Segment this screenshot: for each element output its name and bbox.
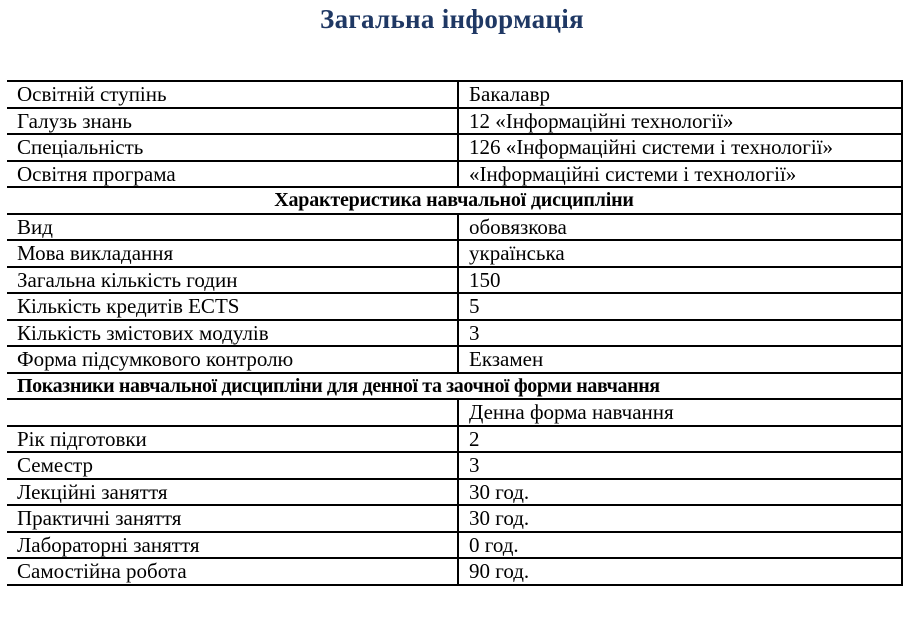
table-row xyxy=(7,479,902,506)
row-label: Освітній ступінь xyxy=(7,81,458,108)
row-label: Лекційні заняття xyxy=(7,479,458,506)
row-value: «Інформаційні системи і технології» xyxy=(458,161,902,188)
row-value: 2 xyxy=(458,426,902,453)
row-label: Спеціальність xyxy=(7,134,458,161)
row-label: Вид xyxy=(7,214,458,241)
row-value: 90 год. xyxy=(458,558,902,585)
row-label: Самостійна робота xyxy=(7,558,458,585)
row-value: 12 «Інформаційні технології» xyxy=(458,108,902,135)
row-label: Загальна кількість годин xyxy=(7,267,458,294)
row-label: Кількість кредитів ECTS xyxy=(7,293,458,320)
table-row xyxy=(7,346,902,373)
table-row xyxy=(7,558,902,585)
section-heading: Показники навчальної дисципліни для денної та заочної форми навчання xyxy=(7,373,902,400)
row-value: 3 xyxy=(458,320,902,347)
section-heading-characteristics xyxy=(7,187,902,214)
row-value: 0 год. xyxy=(458,532,902,559)
column-header-daytime: Денна форма навчання xyxy=(458,399,902,426)
row-value: 30 год. xyxy=(458,479,902,506)
table-row xyxy=(7,214,902,241)
row-value: Бакалавр xyxy=(458,81,902,108)
table-row-degree xyxy=(7,81,902,108)
row-value: українська xyxy=(458,240,902,267)
table-row xyxy=(7,267,902,294)
row-label: Форма підсумкового контролю xyxy=(7,346,458,373)
section-heading-indicators xyxy=(7,373,902,400)
row-value: 126 «Інформаційні системи і технології» xyxy=(458,134,902,161)
table-row-specialty xyxy=(7,134,902,161)
row-value: 30 год. xyxy=(458,505,902,532)
course-info-table xyxy=(7,80,903,586)
table-row xyxy=(7,240,902,267)
row-label: Семестр xyxy=(7,452,458,479)
row-value: 3 xyxy=(458,452,902,479)
column-header-empty xyxy=(7,399,458,426)
table-row-field xyxy=(7,108,902,135)
table-row xyxy=(7,452,902,479)
row-value: 5 xyxy=(458,293,902,320)
row-label: Лабораторні заняття xyxy=(7,532,458,559)
row-value: 150 xyxy=(458,267,902,294)
row-label: Галузь знань xyxy=(7,108,458,135)
row-value: обовязкова xyxy=(458,214,902,241)
table-column-header-row xyxy=(7,399,902,426)
table-row xyxy=(7,320,902,347)
row-label: Мова викладання xyxy=(7,240,458,267)
row-value: Екзамен xyxy=(458,346,902,373)
row-label: Рік підготовки xyxy=(7,426,458,453)
section-heading: Характеристика навчальної дисципліни xyxy=(7,187,902,214)
table-row-program xyxy=(7,161,902,188)
page-title: Загальна інформація xyxy=(320,4,584,34)
table-row xyxy=(7,426,902,453)
row-label: Освітня програма xyxy=(7,161,458,188)
row-label: Кількість змістових модулів xyxy=(7,320,458,347)
table-row xyxy=(7,505,902,532)
table-row xyxy=(7,293,902,320)
row-label: Практичні заняття xyxy=(7,505,458,532)
table-row xyxy=(7,532,902,559)
